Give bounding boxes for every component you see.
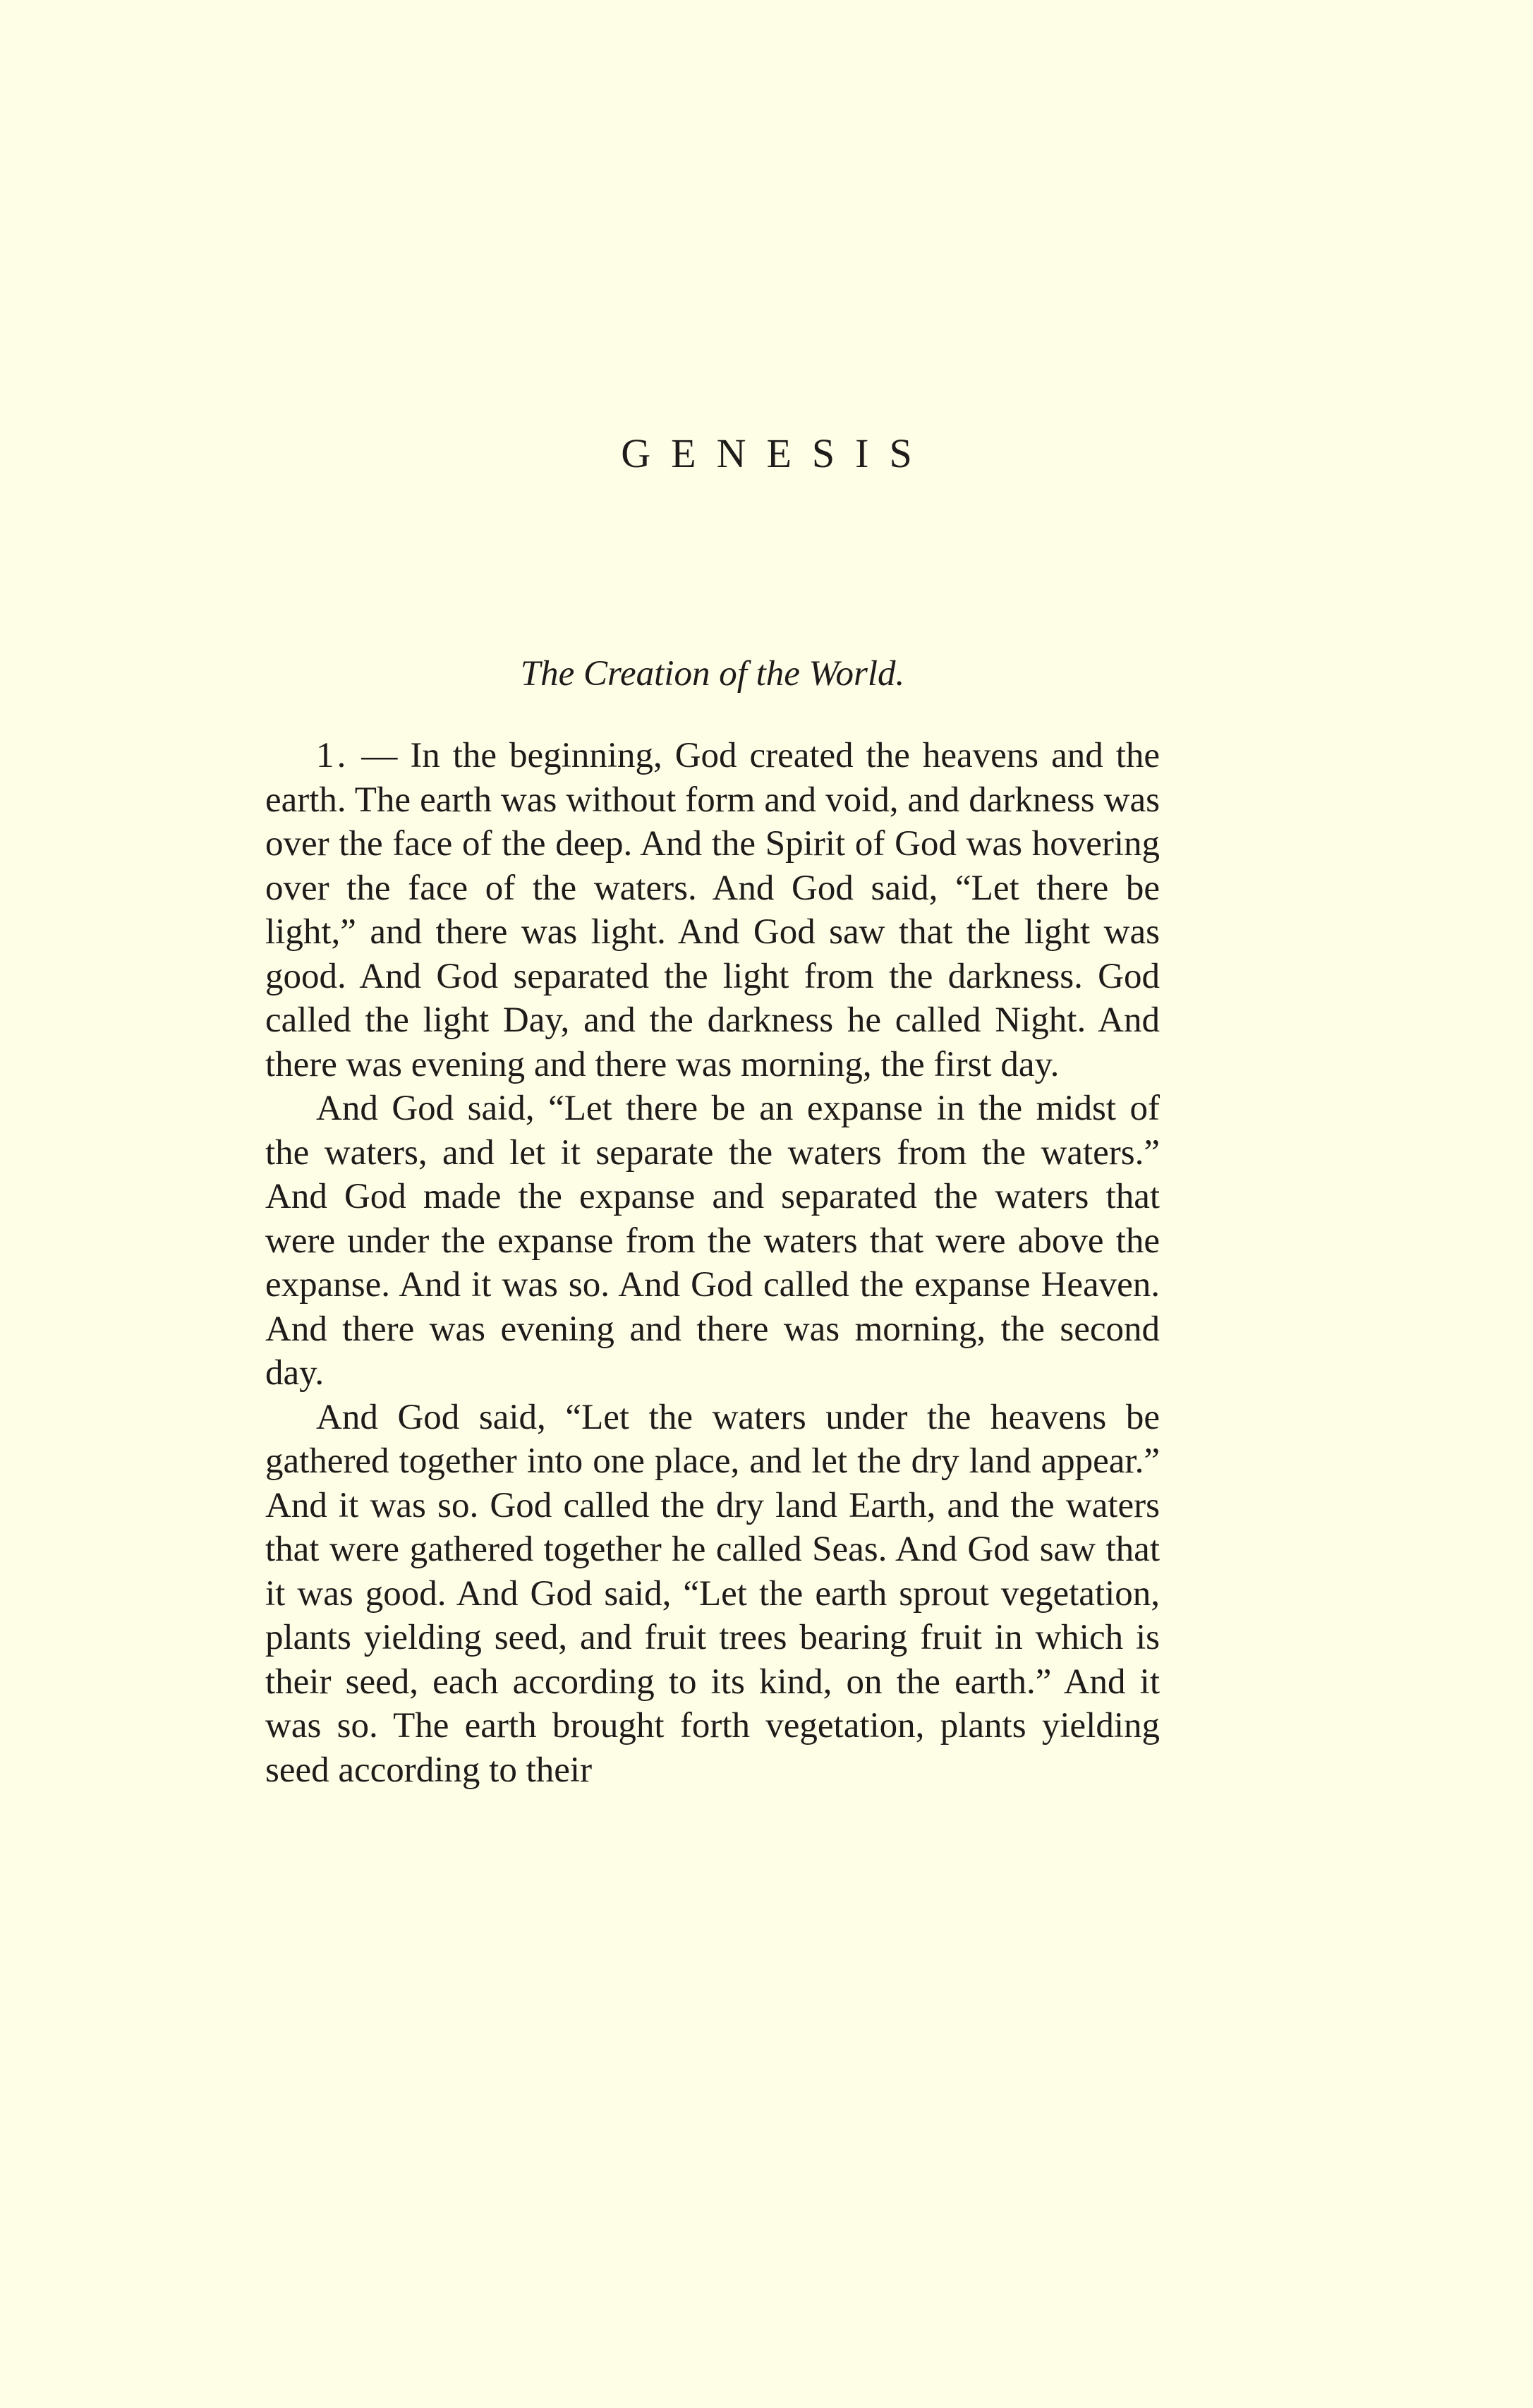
section-heading: The Creation of the World. <box>520 654 905 694</box>
paragraph-2: And God said, “Let there be an expanse in the midst of the waters, and let it separate the waters from the waters.” And God made the expanse and separated the waters that were under the expanse from the waters that were above the expanse. And it was so. And God called the expanse Heaven. And there was evening and there was morning, the second day. <box>265 1089 1160 1393</box>
paragraph-1 <box>265 734 1160 1087</box>
body-text <box>265 734 1160 1792</box>
paragraph-3: And God said, “Let the waters under the heavens be gathered together into one place, and let the dry land appear.” And it was so. God called the dry land Earth, and the waters that were gathered together he called Seas. And God saw that it was good. And God said, “Let the earth sprout vegetation, plants yielding seed, and fruit trees bearing fruit in which is their seed, each according to its kind, on the earth.” And it was so. The earth brought forth vegetation, plants yielding seed according to their <box>265 1397 1160 1790</box>
chapter-number: 1. <box>316 736 349 775</box>
book-title: GENESIS <box>621 430 933 476</box>
paragraph-1-text: — In the beginning, God created the heavens and the earth. The earth was without form and void, and darkness was over the face of the deep. And the Spirit of God was hovering over the face of the waters. And God said, “Let there be light,” and there was light. And God saw that the light was good. And God separated the light from the darkness. God called the light Day, and the darkness he called Night. And there was evening and there was morning, the first day. <box>265 736 1160 1084</box>
